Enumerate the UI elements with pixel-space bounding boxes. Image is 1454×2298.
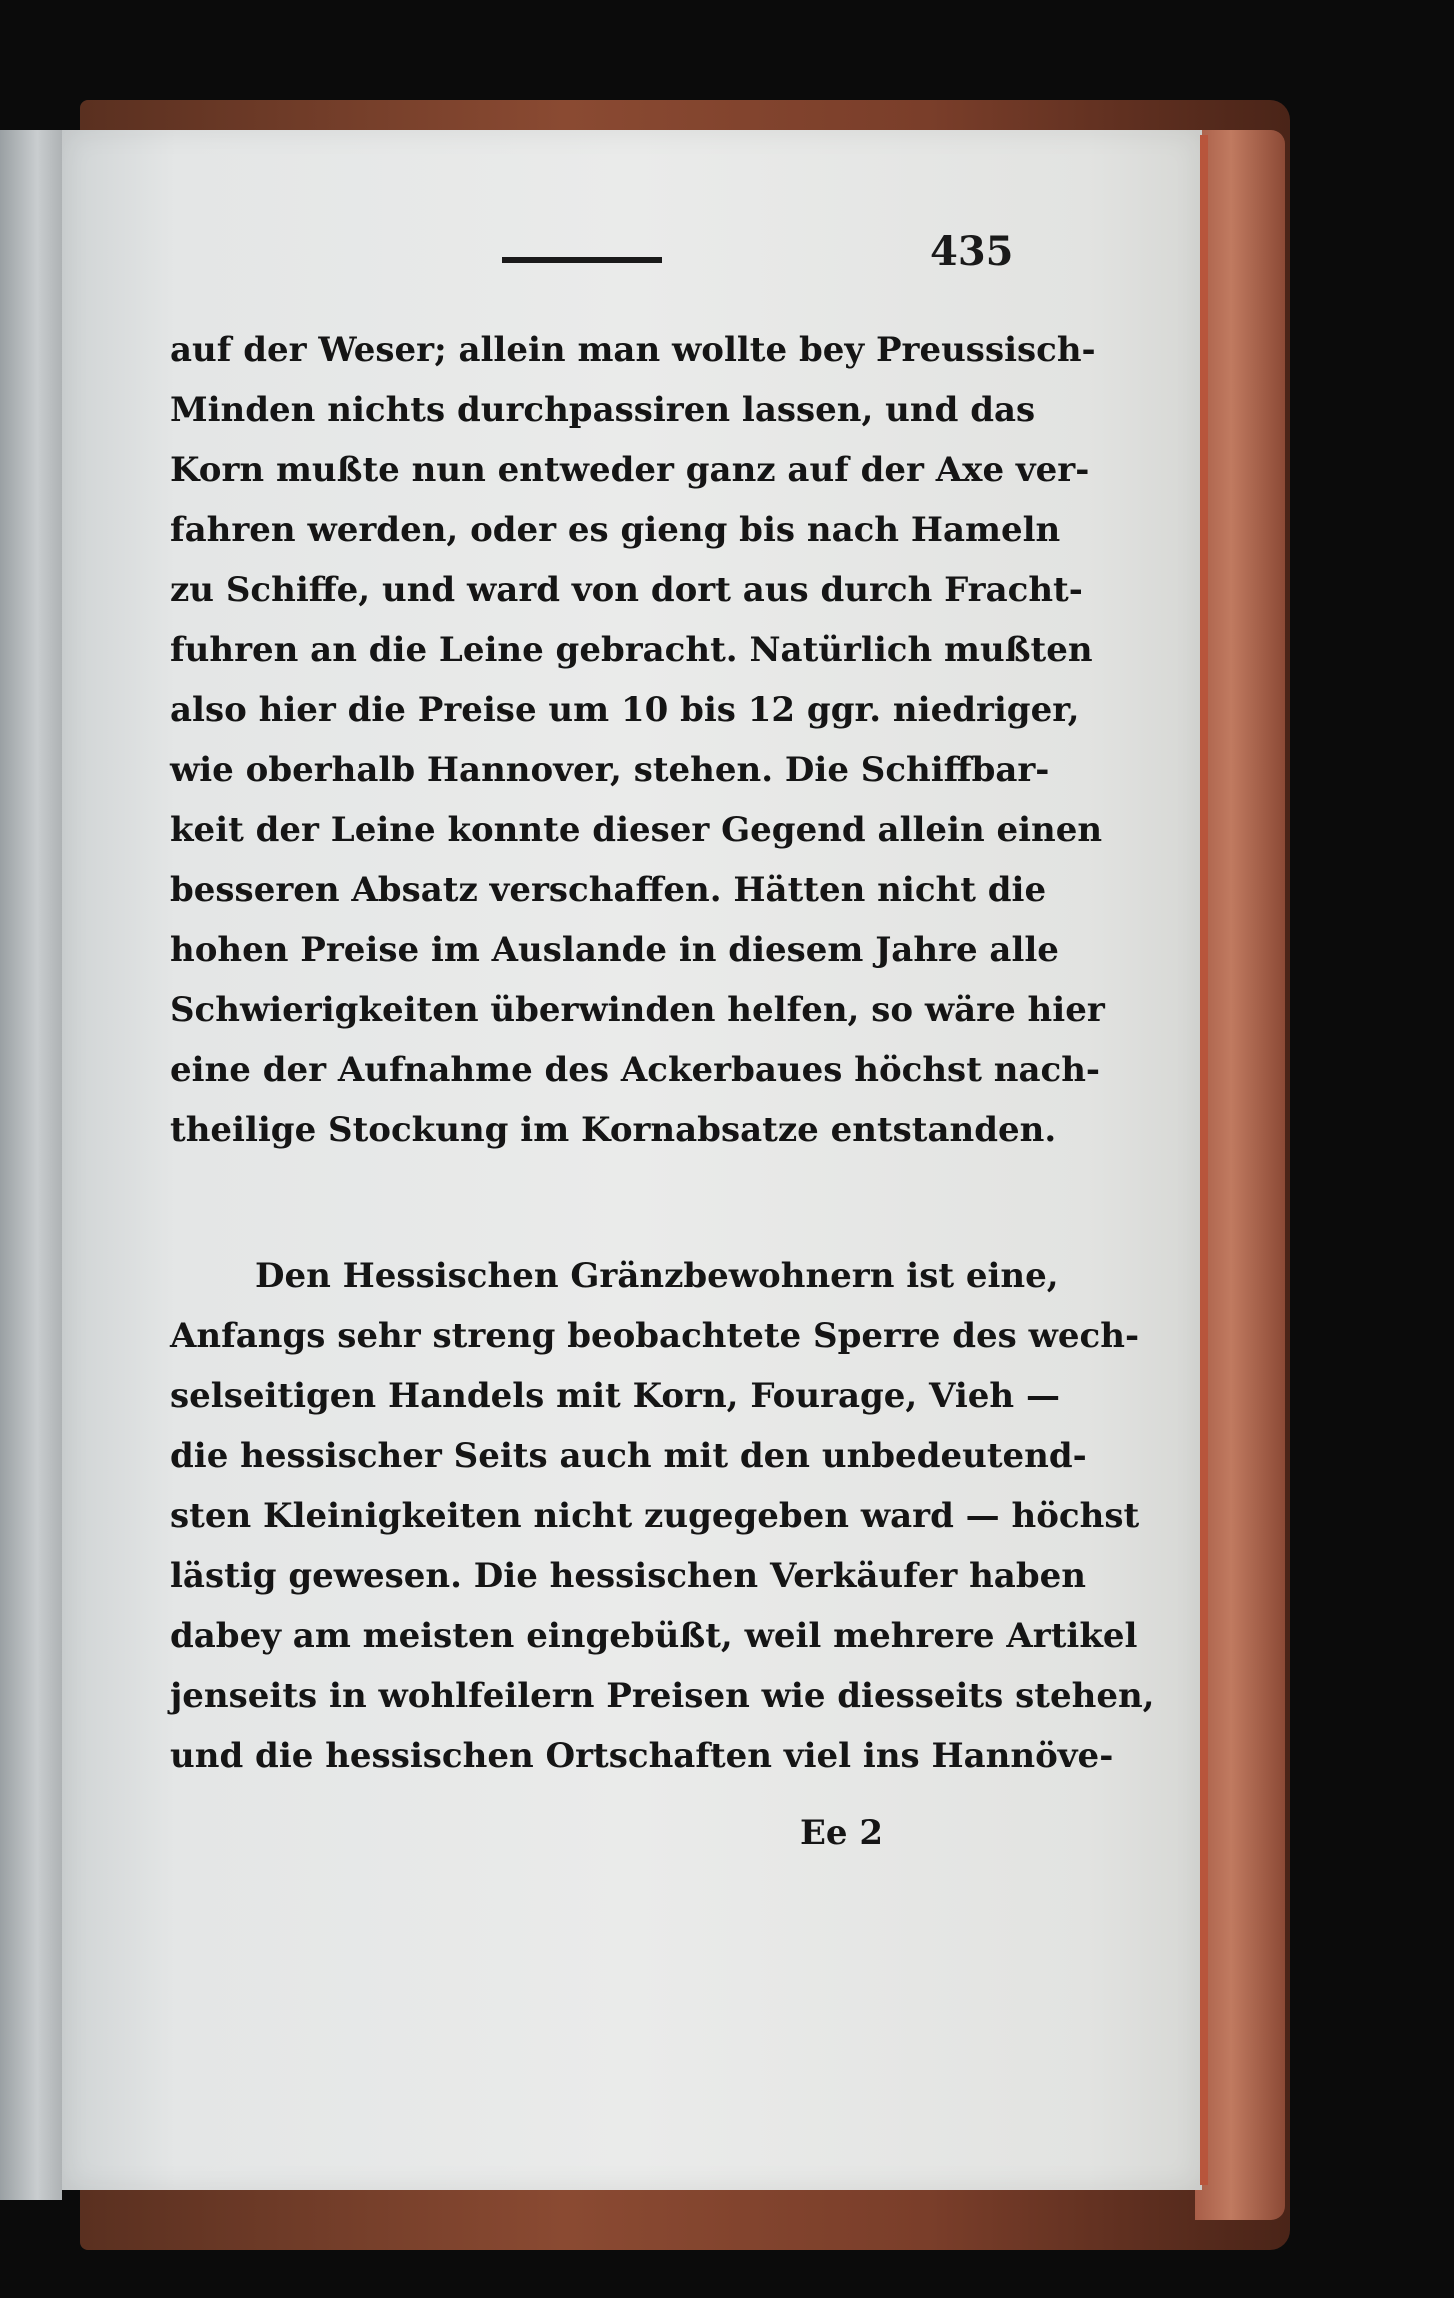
text-line: fahren werden, oder es gieng bis nach Hameln: [170, 510, 1061, 550]
text-line: zu Schiffe, und ward von dort aus durch Fracht-: [170, 570, 1083, 610]
text-line: hohen Preise im Auslande in diesem Jahre alle: [170, 930, 1059, 970]
text-line: Den Hessischen Gränzbewohnern ist eine,: [255, 1256, 1059, 1296]
text-line: also hier die Preise um 10 bis 12 ggr. niedriger,: [170, 690, 1080, 730]
text-line: und die hessischen Ortschaften viel ins Hannöve-: [170, 1736, 1114, 1776]
text-line: dabey am meisten eingebüßt, weil mehrere Artikel: [170, 1616, 1138, 1656]
signature-mark: Ee 2: [800, 1813, 884, 1853]
text-line: selseitigen Handels mit Korn, Fourage, Vieh —: [170, 1376, 1060, 1416]
text-line: lästig gewesen. Die hessischen Verkäufer haben: [170, 1556, 1086, 1596]
text-line: jenseits in wohlfeilern Preisen wie diesseits stehen,: [170, 1676, 1155, 1716]
text-line: Anfangs sehr streng beobachtete Sperre des wech-: [170, 1316, 1140, 1356]
paragraph-gap: [170, 1160, 1030, 1246]
cover-edge: [1195, 130, 1285, 2220]
text-line: theilige Stockung im Kornabsatze entstanden.: [170, 1110, 1057, 1150]
paragraph: [170, 320, 1105, 1160]
header-rule: [502, 257, 662, 263]
text-line: eine der Aufnahme des Ackerbaues höchst nach-: [170, 1050, 1101, 1090]
page-number: 435: [930, 228, 1014, 275]
text-line: die hessischer Seits auch mit den unbedeutend-: [170, 1436, 1087, 1476]
text-line: wie oberhalb Hannover, stehen. Die Schiffbar-: [170, 750, 1050, 790]
text-line: sten Kleinigkeiten nicht zugegeben ward — höchst: [170, 1496, 1140, 1536]
page-edge: [1200, 135, 1208, 2185]
text-line: Schwierigkeiten überwinden helfen, so wäre hier: [170, 990, 1105, 1030]
text-line: fuhren an die Leine gebracht. Natürlich mußten: [170, 630, 1093, 670]
text-line: Minden nichts durchpassiren lassen, und das: [170, 390, 1036, 430]
text-line: auf der Weser; allein man wollte bey Preussisch-: [170, 330, 1096, 370]
left-page-edge: [0, 130, 62, 2200]
text-line: besseren Absatz verschaffen. Hätten nicht die: [170, 870, 1047, 910]
body-text: [170, 320, 1155, 1786]
paragraph: [170, 1246, 1155, 1786]
text-line: Korn mußte nun entweder ganz auf der Axe ver-: [170, 450, 1090, 490]
text-line: keit der Leine konnte dieser Gegend allein einen: [170, 810, 1103, 850]
